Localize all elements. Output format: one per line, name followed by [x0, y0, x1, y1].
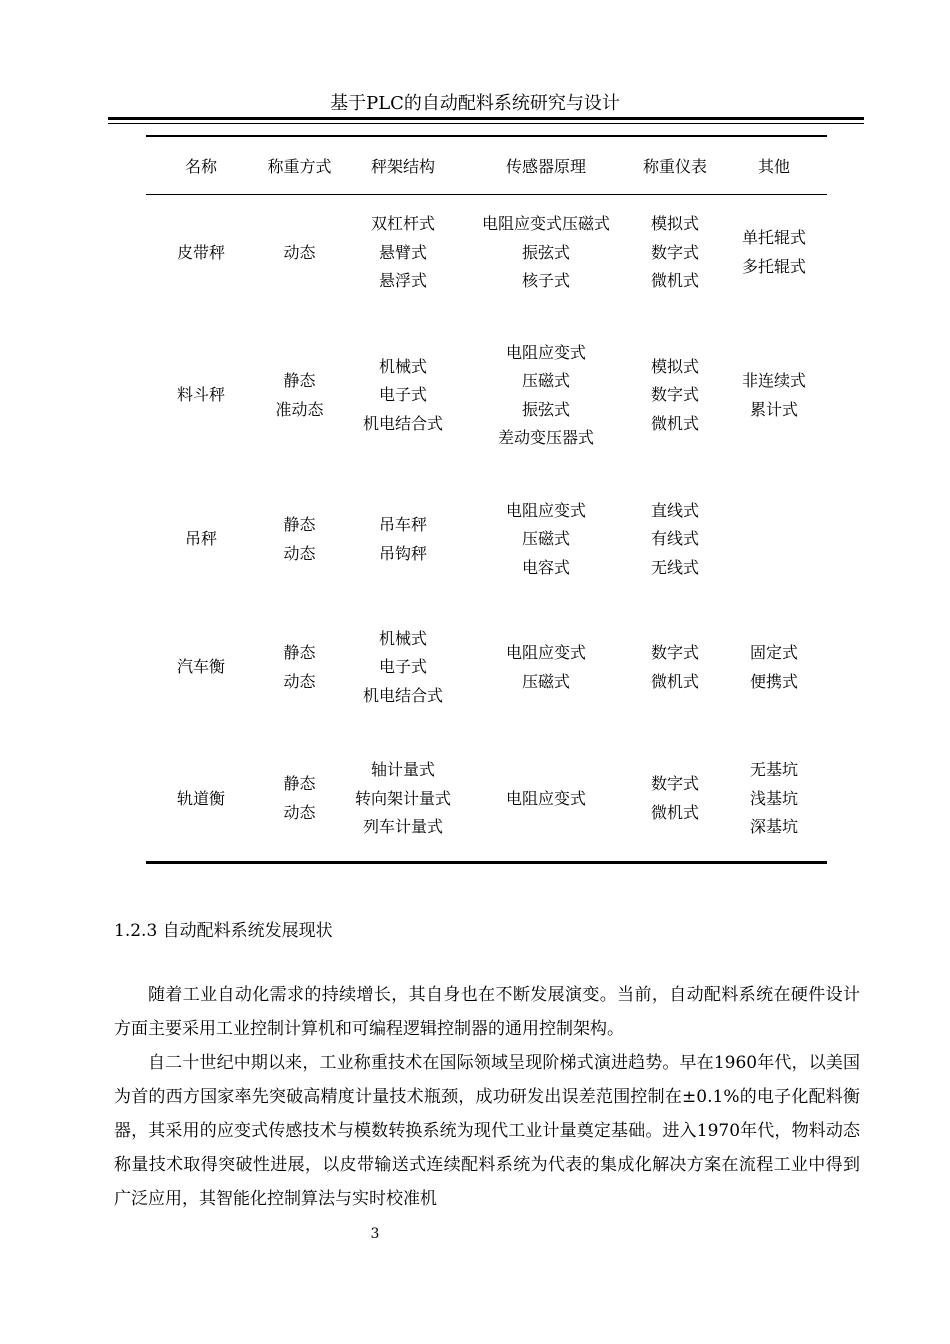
cell-instrument	[629, 599, 721, 737]
cell-instrument	[629, 737, 721, 863]
table-header-row	[146, 136, 827, 195]
cell-other	[721, 599, 827, 737]
cell-line: 模拟式	[650, 214, 699, 233]
cell-line: 电阻应变式	[505, 643, 586, 662]
cell-line: 数字式	[650, 643, 699, 662]
cell-line: 静态	[283, 371, 316, 390]
cell-sensor-principle	[463, 311, 629, 481]
table-row	[146, 311, 827, 481]
body-paragraph: 自二十世纪中期以来，工业称重技术在国际领域呈现阶梯式演进趋势。早在1960年代，以美国为首的西方国家率先突破高精度计量技术瓶颈，成功研发出误差范围控制在±0.1%的电子化配料衡器，其采用的应变式传感技术与模数转换系统为现代工业计量奠定基础。进入1970年代，物料动态称量技术取得突破性进展，以皮带输送式连续配料系统为代表的集成化解决方案在流程工业中得到广泛应用，其智能化控制算法与实时校准机	[114, 1053, 860, 1209]
cell-weighing-mode	[256, 737, 343, 863]
cell-line: 无线式	[650, 557, 699, 577]
cell-line: 固定式	[749, 643, 798, 662]
cell-line: 微机式	[650, 413, 699, 433]
cell-line: 电容式	[521, 557, 570, 577]
cell-name	[146, 311, 256, 481]
cell-line: 微机式	[650, 271, 699, 290]
cell-line: 多托辊式	[741, 256, 806, 276]
cell-line: 吊钩秤	[378, 543, 427, 563]
cell-line: 机械式	[378, 356, 427, 376]
header-rule-thick	[108, 117, 864, 120]
cell-line: 机械式	[378, 628, 427, 648]
cell-other	[721, 195, 827, 311]
cell-sensor-principle	[463, 481, 629, 599]
cell-line: 动态	[283, 543, 316, 563]
cell-other	[721, 481, 827, 599]
cell-instrument	[629, 311, 721, 481]
header-rule-thin	[108, 123, 864, 124]
cell-weighing-mode	[256, 599, 343, 737]
cell-line: 模拟式	[650, 356, 699, 376]
cell-line: 轨道衡	[176, 788, 225, 808]
cell-line: 静态	[283, 515, 316, 534]
cell-frame-structure	[343, 599, 463, 737]
cell-line: 吊车秤	[378, 515, 427, 534]
table-row	[146, 737, 827, 863]
cell-line: 累计式	[749, 399, 798, 419]
cell-name	[146, 737, 256, 863]
cell-line: 电阻应变式压磁式	[481, 214, 610, 233]
cell-line: 动态	[283, 671, 316, 691]
cell-line: 机电结合式	[362, 685, 443, 705]
cell-line: 列车计量式	[362, 817, 443, 836]
cell-line: 双杠杆式	[370, 214, 435, 233]
cell-line: 压磁式	[521, 529, 570, 549]
cell-frame-structure	[343, 195, 463, 311]
cell-name	[146, 481, 256, 599]
cell-frame-structure	[343, 737, 463, 863]
cell-line: 深基坑	[749, 817, 798, 836]
cell-line: 微机式	[650, 671, 699, 691]
cell-line: 轴计量式	[370, 760, 435, 779]
cell-line: 浅基坑	[749, 788, 798, 808]
cell-sensor-principle	[463, 737, 629, 863]
cell-line: 静态	[283, 774, 316, 794]
cell-line: 数字式	[650, 385, 699, 405]
cell-weighing-mode	[256, 195, 343, 311]
table-row	[146, 481, 827, 599]
cell-line: 便携式	[749, 671, 798, 691]
cell-line: 悬臂式	[378, 242, 427, 262]
column-header: 名称	[146, 136, 256, 195]
cell-sensor-principle	[463, 599, 629, 737]
column-header: 称重方式	[256, 136, 343, 195]
cell-line: 皮带秤	[176, 242, 225, 262]
running-header-title: 基于PLC的自动配料系统研究与设计	[330, 93, 620, 114]
cell-other	[721, 737, 827, 863]
cell-line: 压磁式	[521, 371, 570, 390]
cell-sensor-principle	[463, 195, 629, 311]
cell-line: 振弦式	[521, 399, 570, 419]
cell-frame-structure	[343, 311, 463, 481]
cell-name	[146, 195, 256, 311]
cell-name	[146, 599, 256, 737]
cell-line: 料斗秤	[176, 385, 225, 405]
cell-line: 核子式	[521, 271, 570, 290]
cell-weighing-mode	[256, 481, 343, 599]
scale-classification-table	[146, 135, 827, 864]
cell-line: 数字式	[650, 242, 699, 262]
cell-line: 转向架计量式	[354, 788, 451, 808]
cell-line: 微机式	[650, 802, 699, 822]
cell-line: 吊秤	[184, 529, 217, 549]
cell-line: 数字式	[650, 774, 699, 794]
cell-line: 电阻应变式	[505, 788, 586, 808]
cell-line: 差动变压器式	[497, 428, 594, 447]
cell-line: 动态	[283, 802, 316, 822]
cell-line: 静态	[283, 643, 316, 662]
cell-line: 电子式	[378, 385, 427, 405]
cell-line: 电阻应变式	[505, 342, 586, 362]
cell-instrument	[629, 195, 721, 311]
cell-frame-structure	[343, 481, 463, 599]
cell-line: 无基坑	[749, 760, 798, 779]
cell-line: 动态	[283, 242, 316, 262]
page-number: 3	[370, 1226, 380, 1242]
cell-line: 单托辊式	[741, 228, 806, 248]
column-header: 秤架结构	[343, 136, 463, 195]
cell-instrument	[629, 481, 721, 599]
section-heading: 1.2.3 自动配料系统发展现状	[114, 921, 333, 941]
cell-line: 有线式	[650, 529, 699, 549]
cell-line: 电阻应变式	[505, 500, 586, 520]
column-header: 称重仪表	[629, 136, 721, 195]
cell-line: 压磁式	[521, 671, 570, 691]
cell-weighing-mode	[256, 311, 343, 481]
cell-line: 电子式	[378, 657, 427, 677]
table-row	[146, 195, 827, 311]
cell-line: 汽车衡	[176, 657, 225, 677]
cell-line: 振弦式	[521, 242, 570, 262]
table-row	[146, 599, 827, 737]
cell-line: 悬浮式	[378, 271, 427, 290]
cell-other	[721, 311, 827, 481]
cell-line: 机电结合式	[362, 413, 443, 433]
column-header: 其他	[721, 136, 827, 195]
column-header: 传感器原理	[463, 136, 629, 195]
body-paragraph: 随着工业自动化需求的持续增长，其自身也在不断发展演变。当前，自动配料系统在硬件设计方面主要采用工业控制计算机和可编程逻辑控制器的通用控制架构。	[114, 985, 860, 1039]
cell-line: 直线式	[650, 500, 699, 520]
cell-line: 非连续式	[741, 371, 806, 390]
cell-line: 准动态	[275, 399, 324, 419]
